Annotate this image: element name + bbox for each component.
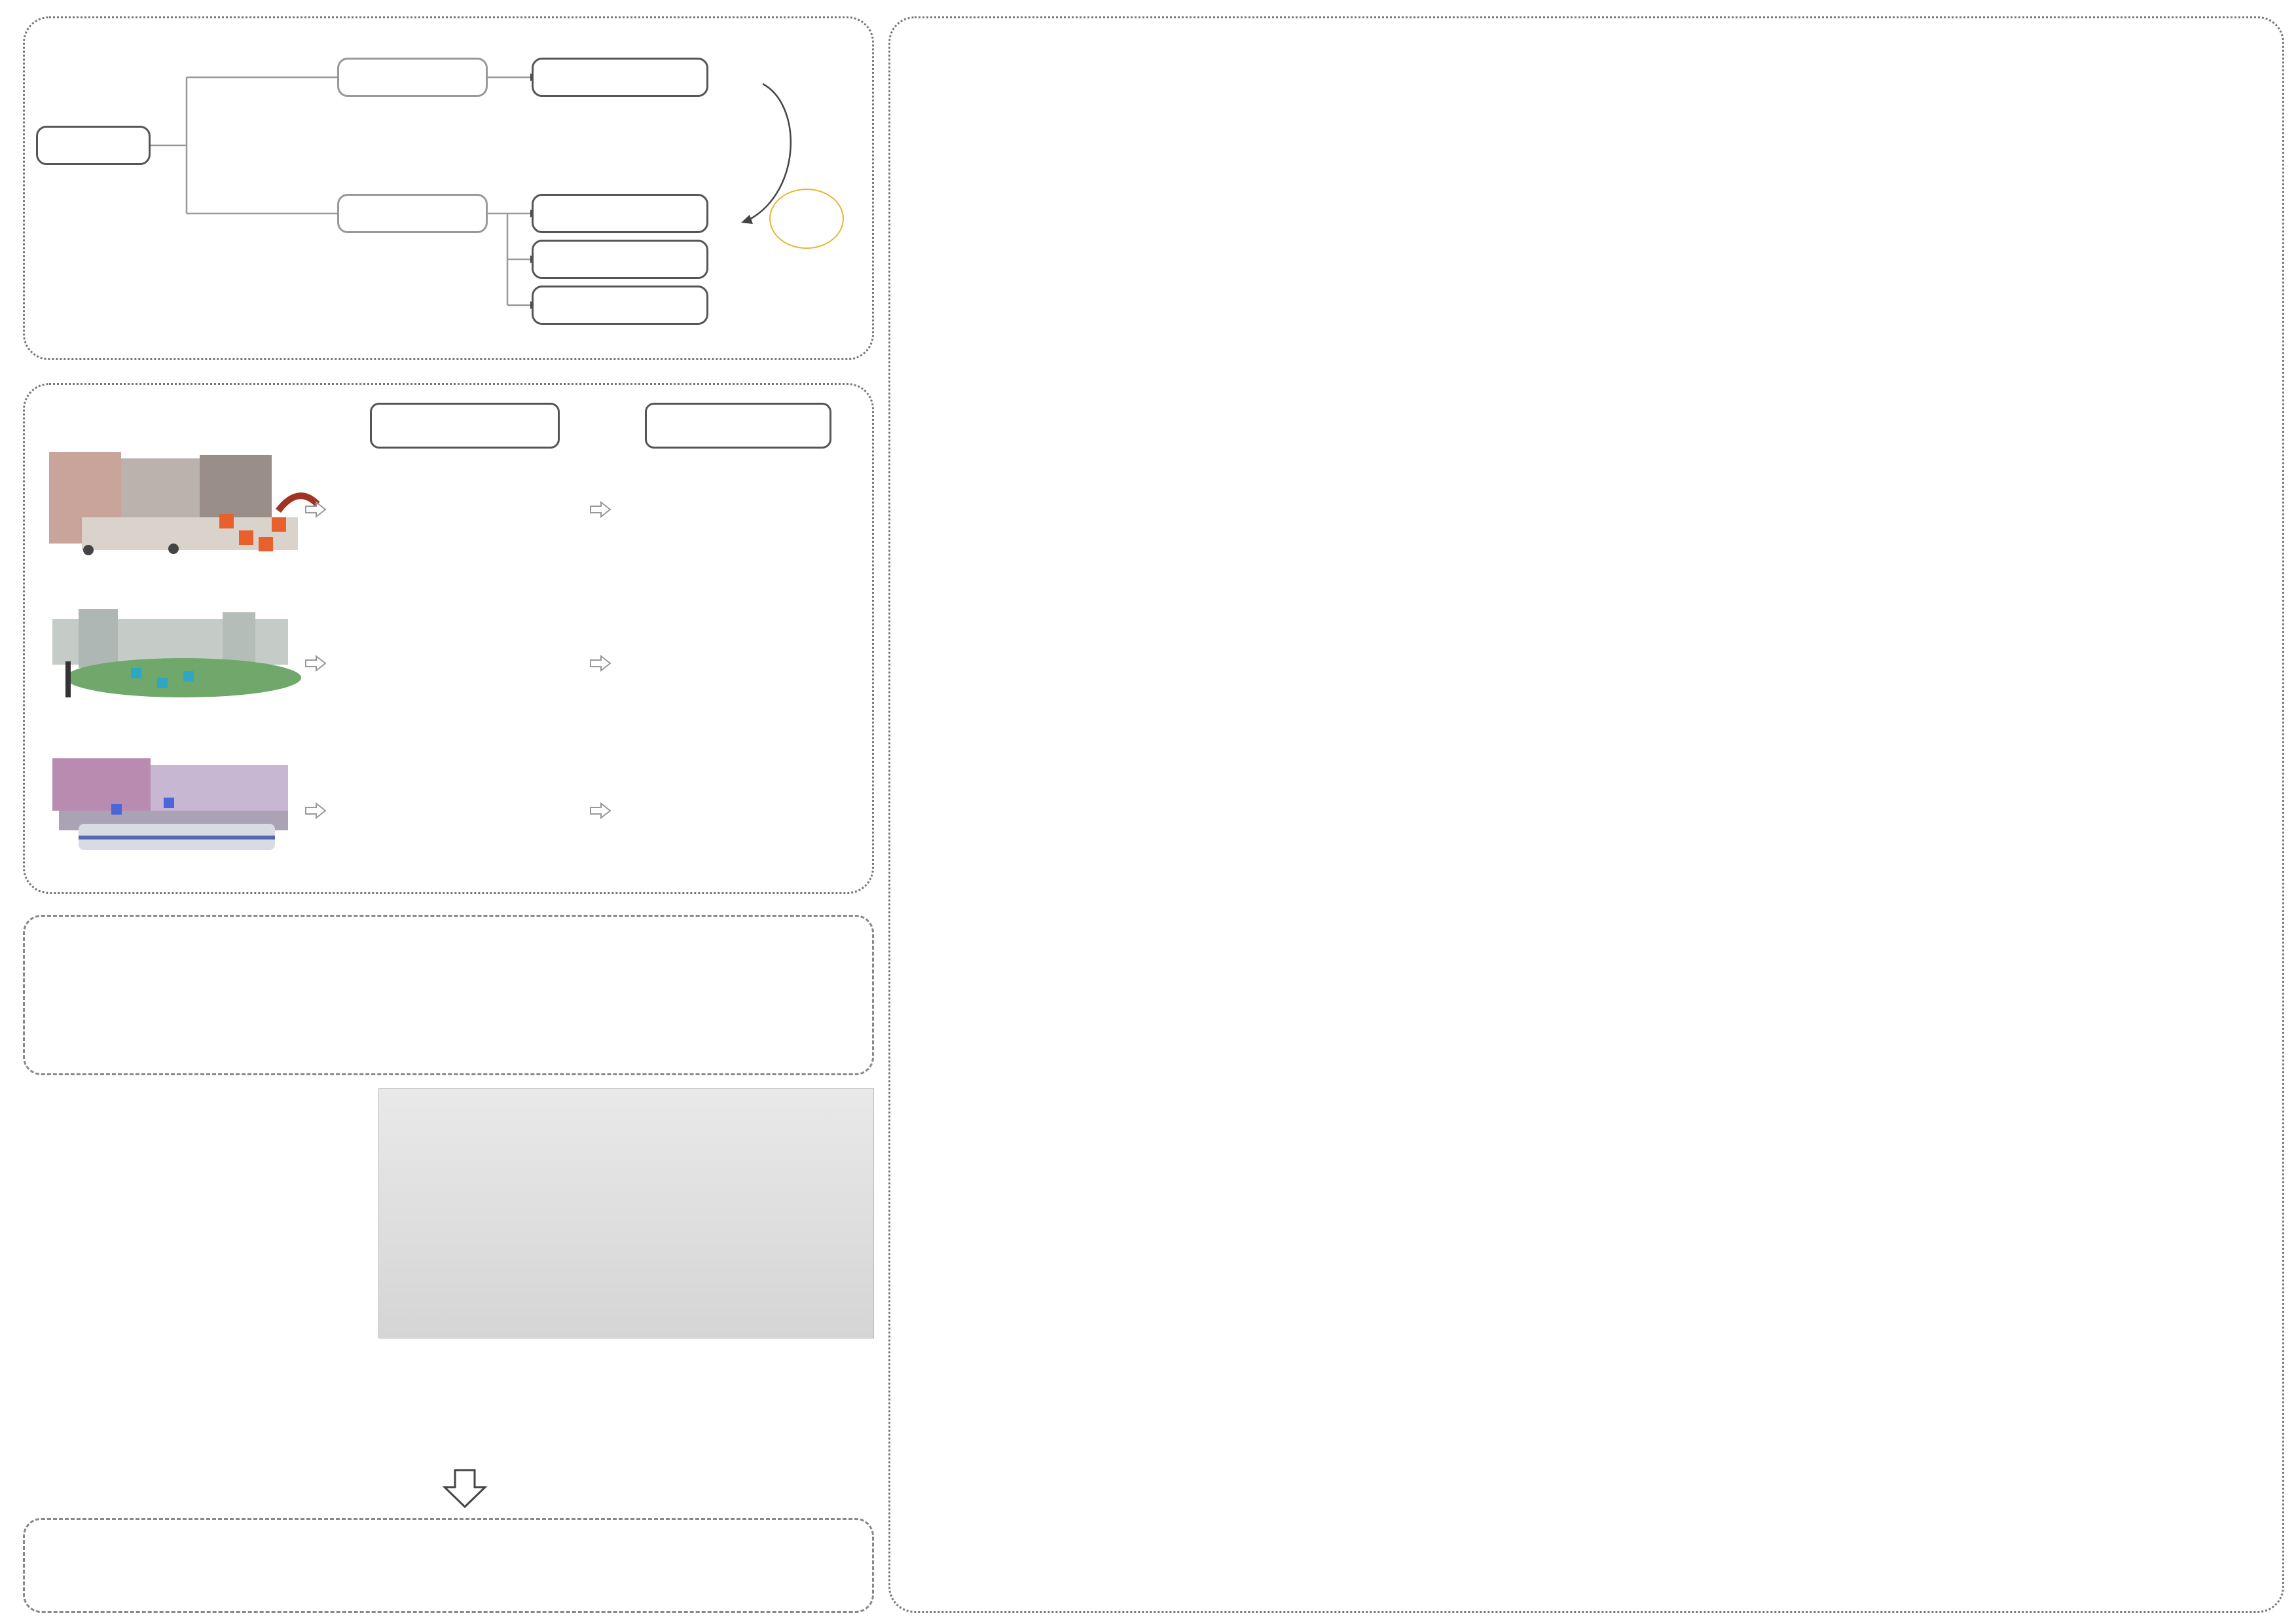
art-exhibition-node xyxy=(532,58,708,97)
adjustable-panel xyxy=(23,1518,874,1613)
purpose-header xyxy=(645,403,831,449)
model-photo xyxy=(378,1088,874,1338)
parq-arrow-2 xyxy=(589,802,611,819)
program-connectors xyxy=(0,0,877,367)
tool-panel xyxy=(23,915,874,1075)
lumpini-arrow-1 xyxy=(304,655,327,672)
eating-node xyxy=(532,194,708,233)
parq-collage xyxy=(39,752,301,857)
main-function-node xyxy=(337,58,488,97)
yaowarat-arrow-2 xyxy=(589,501,611,518)
lumpini-collage xyxy=(39,606,301,704)
program-node xyxy=(36,126,151,165)
lumpini-arrow-2 xyxy=(589,655,611,672)
type-header xyxy=(370,403,560,449)
yaowarat-collage xyxy=(43,439,331,563)
yaowarat-arrow-1 xyxy=(304,501,327,518)
sub-function-node xyxy=(337,194,488,233)
down-arrow-icon xyxy=(442,1469,488,1509)
parq-arrow-1 xyxy=(304,802,327,819)
invisible-badge xyxy=(769,189,844,249)
relaxing-node xyxy=(532,240,708,279)
parc-paragon-node xyxy=(532,286,708,325)
experimental-panel xyxy=(888,16,2284,1613)
